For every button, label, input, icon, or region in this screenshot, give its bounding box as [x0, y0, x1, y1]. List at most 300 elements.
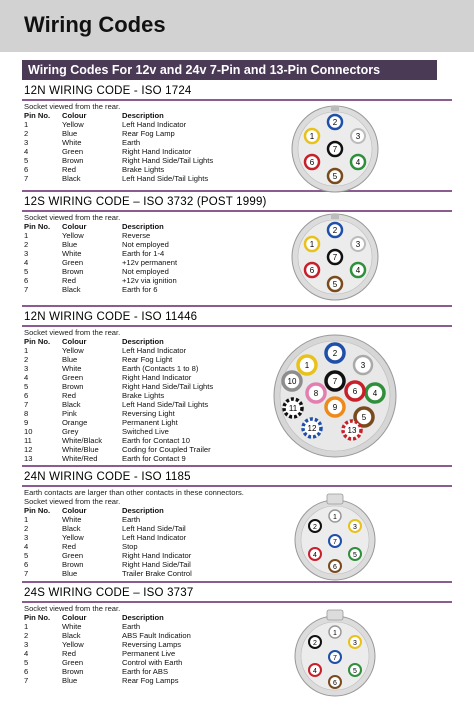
- pin-label: 3: [355, 240, 361, 249]
- pin-label: 4: [313, 552, 317, 559]
- table-row: [22, 542, 282, 551]
- table-row: [22, 373, 282, 382]
- connector-key: [331, 214, 339, 219]
- table-row: [22, 267, 282, 276]
- colour-cell: Brown: [62, 560, 84, 569]
- pin-label: 1: [304, 361, 310, 370]
- pin-label: 11: [288, 404, 298, 413]
- pin-6: [305, 263, 319, 277]
- pin-cell: 5: [24, 382, 29, 391]
- pin-cell: 4: [24, 542, 29, 551]
- pin-label: 3: [353, 524, 357, 531]
- pin-header: Pin No.: [24, 337, 51, 346]
- colour-cell: Black: [62, 631, 81, 640]
- section-title: 12N WIRING CODE - ISO 1724: [24, 85, 192, 97]
- table-row: [22, 524, 282, 533]
- colour-cell: White: [62, 515, 82, 524]
- description-cell: Earth for 6: [122, 285, 158, 294]
- pin-cell: 6: [24, 391, 29, 400]
- pin-cell: 11: [24, 436, 32, 445]
- description-cell: Reverse: [122, 231, 151, 240]
- pin-label: 9: [332, 403, 338, 412]
- section-title: 12S WIRING CODE – ISO 3732 (POST 1999): [24, 196, 267, 208]
- description-cell: Left Hand Indicator: [122, 346, 187, 355]
- colour-cell: Red: [62, 276, 76, 285]
- colour-cell: Brown: [62, 156, 84, 165]
- connector-key: [331, 106, 339, 111]
- table-row: [22, 156, 282, 165]
- pin-label: 5: [361, 413, 367, 422]
- pin-label: 7: [332, 253, 338, 262]
- pin-4: [351, 155, 365, 169]
- description-cell: ABS Fault Indication: [122, 631, 191, 640]
- section-note: Earth contacts are larger than other contacts in these connectors.: [24, 488, 244, 497]
- pin-label: 5: [353, 668, 357, 675]
- colour-cell: White/Red: [62, 454, 98, 463]
- table-row: [22, 364, 282, 373]
- description-cell: Brake Lights: [122, 391, 165, 400]
- table-row: [22, 129, 282, 138]
- colour-cell: Red: [62, 391, 76, 400]
- pin-cell: 1: [24, 515, 29, 524]
- wiring-table: [22, 337, 282, 463]
- description-cell: Earth for ABS: [122, 667, 169, 676]
- table-row: [22, 165, 282, 174]
- pin-cell: 7: [24, 400, 29, 409]
- pin-cell: 2: [24, 129, 29, 138]
- pin-5: [328, 169, 342, 183]
- colour-cell: Blue: [62, 129, 78, 138]
- description-cell: Trailer Brake Control: [122, 569, 192, 578]
- pin-label: 1: [333, 630, 337, 637]
- table-row: [22, 174, 282, 183]
- pin-cell: 4: [24, 258, 29, 267]
- section-12n-iso1724: [22, 84, 452, 192]
- pin-cell: 13: [24, 454, 33, 463]
- pin-cell: 6: [24, 276, 29, 285]
- pin-cell: 7: [24, 676, 29, 685]
- table-row: [22, 658, 282, 667]
- section-rule: [22, 485, 452, 487]
- table-row: [22, 138, 282, 147]
- pin-label: 1: [309, 240, 315, 249]
- table-row: [22, 445, 282, 454]
- pin-2: [326, 344, 344, 362]
- table-row: [22, 515, 282, 524]
- section-bottom-rule: [22, 581, 452, 583]
- pin-label: 2: [332, 349, 338, 358]
- section-title: 12N WIRING CODE - ISO 11446: [24, 311, 198, 323]
- pin-2: [328, 115, 342, 129]
- pin-11: [284, 399, 302, 417]
- description-cell: Rear Fog Lamp: [122, 129, 175, 138]
- pin-label: 6: [352, 387, 358, 396]
- table-row: [22, 622, 282, 631]
- pin-label: 2: [313, 640, 317, 647]
- connector-diagram-24s-iso3737: [293, 606, 377, 700]
- colour-cell: Grey: [62, 427, 79, 436]
- pin-label: 4: [355, 158, 361, 167]
- table-row: [22, 676, 282, 685]
- description-cell: Right Hand Side/Tail: [122, 560, 191, 569]
- pin-3: [351, 129, 365, 143]
- colour-cell: Pink: [62, 409, 77, 418]
- table-row: [22, 120, 282, 129]
- colour-cell: Black: [62, 400, 81, 409]
- section-12s-iso3732: [22, 195, 452, 307]
- pin-label: 7: [333, 539, 337, 546]
- colour-cell: White/Blue: [62, 445, 99, 454]
- description-cell: +12v permanent: [122, 258, 178, 267]
- table-row: [22, 409, 282, 418]
- pin-1: [305, 129, 319, 143]
- colour-header: Colour: [62, 337, 87, 346]
- pin-9: [326, 398, 344, 416]
- description-cell: Stop: [122, 542, 138, 551]
- table-row: [22, 551, 282, 560]
- title-band: [0, 0, 474, 52]
- pin-cell: 10: [24, 427, 33, 436]
- section-bottom-rule: [22, 465, 452, 467]
- pin-1: [329, 510, 341, 522]
- pin-8: [307, 384, 325, 402]
- table-row: [22, 569, 282, 578]
- connector-key: [327, 494, 343, 504]
- colour-cell: Red: [62, 542, 76, 551]
- table-row: [22, 667, 282, 676]
- connector-diagram-12n-iso1724: [290, 104, 380, 194]
- colour-cell: Brown: [62, 382, 84, 391]
- pin-label: 6: [333, 680, 337, 687]
- table-row: [22, 533, 282, 542]
- colour-cell: Brown: [62, 667, 84, 676]
- description-cell: Rear Fog Light: [122, 355, 173, 364]
- colour-cell: Black: [62, 285, 81, 294]
- table-row: [22, 400, 282, 409]
- pin-3: [354, 356, 372, 374]
- pin-cell: 4: [24, 147, 29, 156]
- colour-cell: White: [62, 249, 82, 258]
- pin-label: 2: [313, 524, 317, 531]
- section-bottom-rule: [22, 190, 452, 192]
- pin-1: [298, 356, 316, 374]
- pin-5: [349, 664, 361, 676]
- description-header: Description: [122, 222, 164, 231]
- pin-3: [349, 636, 361, 648]
- description-cell: Left Hand Side/Tail Lights: [122, 400, 209, 409]
- colour-cell: Yellow: [62, 346, 84, 355]
- table-row: [22, 560, 282, 569]
- pin-13: [343, 421, 361, 439]
- colour-cell: Blue: [62, 569, 78, 578]
- pin-1: [305, 237, 319, 251]
- colour-header: Colour: [62, 222, 87, 231]
- description-cell: Earth: [122, 622, 141, 631]
- table-row: [22, 649, 282, 658]
- description-cell: Right Hand Side/Tail Lights: [122, 382, 214, 391]
- wiring-table: [22, 222, 282, 294]
- table-row: [22, 249, 282, 258]
- table-row: [22, 427, 282, 436]
- table-header-row: [22, 337, 282, 346]
- section-24s-iso3737: [22, 586, 452, 696]
- pin-cell: 3: [24, 364, 29, 373]
- pin-cell: 6: [24, 560, 29, 569]
- pin-7: [328, 250, 342, 264]
- section-rule: [22, 210, 452, 212]
- connector-key: [327, 610, 343, 620]
- section-note: Socket viewed from the rear.: [24, 497, 121, 506]
- colour-header: Colour: [62, 506, 87, 515]
- pin-label: 1: [333, 514, 337, 521]
- description-cell: Control with Earth: [122, 658, 183, 667]
- description-header: Description: [122, 111, 164, 120]
- description-header: Description: [122, 337, 164, 346]
- section-title: 24S WIRING CODE – ISO 3737: [24, 587, 194, 599]
- table-header-row: [22, 506, 282, 515]
- pin-cell: 3: [24, 640, 29, 649]
- description-cell: Right Hand Side/Tail Lights: [122, 156, 214, 165]
- colour-cell: White: [62, 138, 82, 147]
- pin-label: 5: [332, 172, 338, 181]
- pin-label: 6: [333, 564, 337, 571]
- main-heading: Wiring Codes For 12v and 24v 7-Pin and 13-Pin Connectors: [22, 60, 437, 80]
- section-note: Socket viewed from the rear.: [24, 102, 121, 111]
- pin-label: 2: [332, 118, 338, 127]
- section-note: Socket viewed from the rear.: [24, 213, 121, 222]
- table-row: [22, 454, 282, 463]
- pin-6: [346, 382, 364, 400]
- pin-cell: 4: [24, 373, 29, 382]
- description-cell: Earth (Contacts 1 to 8): [122, 364, 199, 373]
- description-cell: Earth for 1-4: [122, 249, 165, 258]
- pin-2: [309, 520, 321, 532]
- section-note: Socket viewed from the rear.: [24, 604, 121, 613]
- pin-header: Pin No.: [24, 111, 51, 120]
- table-row: [22, 258, 282, 267]
- description-cell: Earth: [122, 515, 141, 524]
- pin-cell: 9: [24, 418, 29, 427]
- pin-label: 2: [332, 226, 338, 235]
- description-cell: Reversing Light: [122, 409, 175, 418]
- table-row: [22, 391, 282, 400]
- pin-label: 12: [307, 424, 317, 433]
- pin-6: [305, 155, 319, 169]
- pin-2: [309, 636, 321, 648]
- colour-cell: Red: [62, 649, 76, 658]
- description-cell: Brake Lights: [122, 165, 165, 174]
- description-cell: Not employed: [122, 240, 169, 249]
- pin-label: 1: [309, 132, 315, 141]
- section-24n-iso1185: [22, 470, 452, 583]
- pin-5: [328, 277, 342, 291]
- section-rule: [22, 99, 452, 101]
- colour-header: Colour: [62, 111, 87, 120]
- pin-5: [349, 548, 361, 560]
- pin-cell: 12: [24, 445, 33, 454]
- pin-header: Pin No.: [24, 222, 51, 231]
- table-row: [22, 418, 282, 427]
- table-header-row: [22, 111, 282, 120]
- description-cell: Left Hand Side/Tail Lights: [122, 174, 209, 183]
- pin-10: [283, 372, 301, 390]
- description-cell: Reversing Lamps: [122, 640, 182, 649]
- pin-3: [349, 520, 361, 532]
- colour-cell: White: [62, 364, 82, 373]
- pin-label: 13: [347, 426, 357, 435]
- pin-label: 3: [355, 132, 361, 141]
- pin-label: 5: [332, 280, 338, 289]
- connector-diagram-12s-iso3732: [290, 212, 380, 302]
- colour-cell: Green: [62, 147, 84, 156]
- pin-cell: 7: [24, 285, 29, 294]
- description-cell: Rear Fog Lamps: [122, 676, 179, 685]
- connector-diagram-12n-iso11446: [272, 333, 398, 459]
- colour-cell: Orange: [62, 418, 88, 427]
- colour-cell: Green: [62, 658, 84, 667]
- colour-cell: White/Black: [62, 436, 103, 445]
- pin-cell: 1: [24, 346, 29, 355]
- colour-cell: Black: [62, 524, 81, 533]
- pin-header: Pin No.: [24, 613, 51, 622]
- section-rule: [22, 601, 452, 603]
- pin-label: 7: [332, 145, 338, 154]
- pin-cell: 3: [24, 533, 29, 542]
- table-row: [22, 231, 282, 240]
- pin-3: [351, 237, 365, 251]
- pin-cell: 5: [24, 156, 29, 165]
- description-cell: Left Hand Indicator: [122, 533, 187, 542]
- table-row: [22, 276, 282, 285]
- pin-4: [309, 548, 321, 560]
- pin-7: [326, 372, 344, 390]
- section-title: 24N WIRING CODE - ISO 1185: [24, 471, 191, 483]
- pin-label: 3: [353, 640, 357, 647]
- page-title: Wiring Codes: [24, 12, 166, 37]
- section-rule: [22, 325, 452, 327]
- description-header: Description: [122, 613, 164, 622]
- colour-cell: Blue: [62, 240, 78, 249]
- table-row: [22, 346, 282, 355]
- description-cell: Right Hand Indicator: [122, 147, 192, 156]
- colour-cell: Yellow: [62, 231, 84, 240]
- colour-cell: Yellow: [62, 533, 84, 542]
- pin-cell: 2: [24, 355, 29, 364]
- colour-cell: White: [62, 622, 82, 631]
- pin-cell: 1: [24, 120, 29, 129]
- table-row: [22, 631, 282, 640]
- pin-cell: 6: [24, 667, 29, 676]
- connector-diagram-24n-iso1185: [293, 490, 377, 584]
- pin-label: 6: [309, 266, 315, 275]
- pin-1: [329, 626, 341, 638]
- pin-label: 5: [353, 552, 357, 559]
- pin-label: 4: [372, 389, 378, 398]
- colour-header: Colour: [62, 613, 87, 622]
- description-cell: Left Hand Indicator: [122, 120, 187, 129]
- table-row: [22, 355, 282, 364]
- colour-cell: Yellow: [62, 640, 84, 649]
- pin-cell: 1: [24, 231, 29, 240]
- description-cell: Switched Live: [122, 427, 169, 436]
- description-header: Description: [122, 506, 164, 515]
- pin-cell: 5: [24, 658, 29, 667]
- pin-label: 6: [309, 158, 315, 167]
- pin-7: [329, 651, 341, 663]
- description-cell: Right Hand Indicator: [122, 373, 192, 382]
- table-row: [22, 240, 282, 249]
- pin-label: 7: [333, 655, 337, 662]
- pin-cell: 3: [24, 249, 29, 258]
- pin-label: 3: [360, 361, 366, 370]
- pin-cell: 7: [24, 569, 29, 578]
- pin-cell: 4: [24, 649, 29, 658]
- table-row: [22, 640, 282, 649]
- description-cell: Right Hand Indicator: [122, 551, 192, 560]
- pin-label: 4: [355, 266, 361, 275]
- pin-4: [309, 664, 321, 676]
- pin-4: [351, 263, 365, 277]
- wiring-table: [22, 506, 282, 578]
- pin-cell: 3: [24, 138, 29, 147]
- pin-7: [329, 535, 341, 547]
- pin-label: 4: [313, 668, 317, 675]
- colour-cell: Green: [62, 373, 84, 382]
- table-row: [22, 436, 282, 445]
- colour-cell: Green: [62, 258, 84, 267]
- colour-cell: Blue: [62, 676, 78, 685]
- pin-4: [366, 384, 384, 402]
- pin-cell: 1: [24, 622, 29, 631]
- colour-cell: Green: [62, 551, 84, 560]
- pin-6: [329, 560, 341, 572]
- description-cell: Coding for Coupled Trailer: [122, 445, 211, 454]
- table-row: [22, 285, 282, 294]
- pin-label: 7: [332, 377, 338, 386]
- wiring-table: [22, 111, 282, 183]
- colour-cell: Black: [62, 174, 81, 183]
- pin-header: Pin No.: [24, 506, 51, 515]
- section-note: Socket viewed from the rear.: [24, 328, 121, 337]
- pin-6: [329, 676, 341, 688]
- pin-cell: 6: [24, 165, 29, 174]
- colour-cell: Blue: [62, 355, 78, 364]
- pin-cell: 2: [24, 524, 29, 533]
- pin-cell: 2: [24, 240, 29, 249]
- description-cell: Earth for Contact 9: [122, 454, 186, 463]
- colour-cell: Red: [62, 165, 76, 174]
- description-cell: Not employed: [122, 267, 169, 276]
- section-bottom-rule: [22, 305, 452, 307]
- table-row: [22, 147, 282, 156]
- pin-label: 8: [313, 389, 319, 398]
- description-cell: Permanent Light: [122, 418, 178, 427]
- description-cell: +12v via ignition: [122, 276, 177, 285]
- pin-cell: 5: [24, 551, 29, 560]
- pin-label: 10: [287, 377, 297, 386]
- description-cell: Left Hand Side/Tail: [122, 524, 186, 533]
- pin-2: [328, 223, 342, 237]
- description-cell: Earth: [122, 138, 141, 147]
- description-cell: Earth for Contact 10: [122, 436, 190, 445]
- wiring-table: [22, 613, 282, 685]
- pin-cell: 7: [24, 174, 29, 183]
- colour-cell: Yellow: [62, 120, 84, 129]
- pin-cell: 5: [24, 267, 29, 276]
- pin-cell: 8: [24, 409, 29, 418]
- table-row: [22, 382, 282, 391]
- colour-cell: Brown: [62, 267, 84, 276]
